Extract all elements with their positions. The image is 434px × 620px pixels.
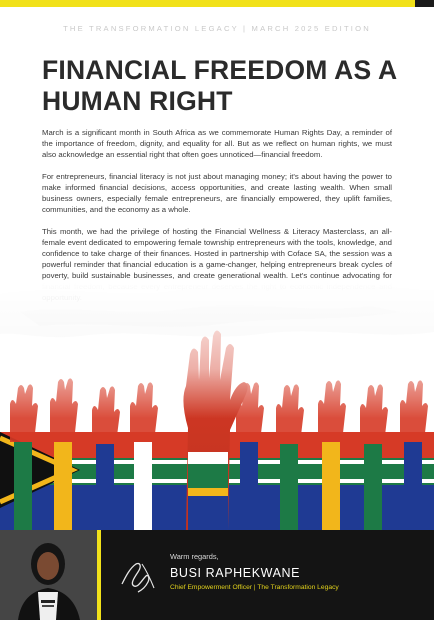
signature-mark [116,554,160,598]
paragraph-masterclass: This month, we had the privilege of hosting the Financial Wellness & Literacy Masterclass, an all-female event dedicated to empowering female township entrepreneurs with the tools, knowledge, and confidence to take charge of their finances. Hosted in partnership with Coface SA, the session was a powerful reminder that financial education is a game-changer, helping entrepreneurs break cycles of poverty, build sustainable businesses, and create generational wealth. Let's continue advocating for [42,227,392,280]
paragraph-intro: March is a significant month in South Africa as we commemorate Human Rights Day, a reminder of the importance of freedom, dignity, and equality for all. But as we reflect on human rights, we must also acknowledge an essential right that often goes unnoticed—financial freedom. [42,128,392,159]
author-photo [0,530,97,620]
article-title: FINANCIAL FREEDOM AS A HUMAN RIGHT [42,55,397,116]
flag-hands-illustration [0,282,434,530]
top-accent-bar [0,0,434,7]
author-name: BUSI RAPHEKWANE [170,566,301,580]
closing-greeting: Warm regards, [170,552,219,561]
footer-accent-bar [97,530,101,620]
top-accent-black [415,0,434,7]
signature-footer [0,530,434,620]
paragraph-literacy: For entrepreneurs, financial literacy is not just about managing money; it's about having the power to make informed financial decisions, access opportunities, and create lasting wealth. When small business owners, especially female entrepreneurs, are financially empowered, they uplift families, communities, and the economy as a whole. [42,172,392,214]
top-accent-yellow [0,0,415,7]
edition-line: THE TRANSFORMATION LEGACY | MARCH 2025 EDITION [63,24,371,33]
author-role: Chief Empowerment Officer | The Transformation Legacy [170,584,339,591]
